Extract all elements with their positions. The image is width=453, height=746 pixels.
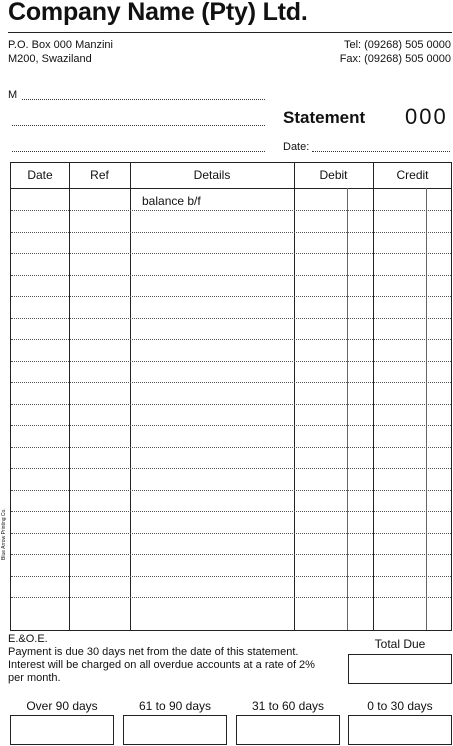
recipient-line-3 bbox=[12, 151, 265, 152]
table-row-rule bbox=[11, 533, 451, 534]
table-row-rule bbox=[11, 382, 451, 383]
table-row-rule bbox=[11, 511, 451, 512]
table-row-rule bbox=[11, 339, 451, 340]
total-due-box[interactable] bbox=[348, 654, 452, 684]
statement-number: 000 bbox=[405, 104, 448, 129]
col-header-ref: Ref bbox=[90, 168, 109, 182]
total-due-label: Total Due bbox=[374, 637, 426, 651]
aging-label-0-30: 0 to 30 days bbox=[367, 699, 433, 713]
terms-line-1: Payment is due 30 days net from the date of this statement. bbox=[8, 646, 299, 658]
terms-line-2: Interest will be charged on all overdue accounts at a rate of 2% bbox=[8, 659, 315, 671]
table-row-rule bbox=[11, 404, 451, 405]
table-row-rule bbox=[11, 597, 451, 598]
eoe-label: E.&O.E. bbox=[8, 633, 48, 645]
address-line-1: P.O. Box 000 Manzini bbox=[8, 39, 113, 51]
table-row-rule bbox=[11, 296, 451, 297]
col-divider bbox=[69, 163, 70, 630]
col-header-details: Details bbox=[193, 168, 231, 182]
debit-cents-divider bbox=[347, 188, 348, 630]
credit-cents-divider bbox=[426, 188, 427, 630]
company-contact bbox=[340, 38, 451, 66]
col-divider bbox=[294, 163, 295, 630]
company-address bbox=[8, 38, 113, 66]
aging-box-over-90[interactable] bbox=[10, 715, 114, 745]
table-row-rule bbox=[11, 361, 451, 362]
table-row-rule bbox=[11, 468, 451, 469]
statement-table bbox=[10, 162, 452, 631]
table-row-rule bbox=[11, 253, 451, 254]
header-divider bbox=[11, 188, 451, 189]
date-line bbox=[312, 151, 450, 152]
col-divider bbox=[373, 163, 374, 630]
header-rule bbox=[8, 32, 452, 33]
table-row-rule bbox=[11, 447, 451, 448]
table-row-rule bbox=[11, 232, 451, 233]
statement-title: Statement bbox=[283, 108, 366, 127]
table-row-rule bbox=[11, 318, 451, 319]
table-row-rule bbox=[11, 275, 451, 276]
aging-box-0-30[interactable] bbox=[348, 715, 452, 745]
col-header-date: Date bbox=[27, 168, 53, 182]
company-name: Company Name (Pty) Ltd. bbox=[8, 0, 308, 26]
aging-box-61-90[interactable] bbox=[123, 715, 227, 745]
printer-credit: Blue Arrow Printing Co. bbox=[1, 508, 7, 560]
terms-line-3: per month. bbox=[8, 672, 61, 684]
aging-box-31-60[interactable] bbox=[236, 715, 340, 745]
recipient-line-1 bbox=[22, 99, 265, 100]
recipient-line-2 bbox=[12, 125, 265, 126]
table-row-rule bbox=[11, 554, 451, 555]
table-row-rule bbox=[11, 576, 451, 577]
aging-label-over-90: Over 90 days bbox=[26, 699, 98, 713]
recipient-label: M bbox=[8, 89, 18, 101]
col-header-debit: Debit bbox=[319, 168, 348, 182]
col-divider bbox=[130, 163, 131, 630]
table-row-rule bbox=[11, 425, 451, 426]
fax-number: Fax: (09268) 505 0000 bbox=[339, 53, 451, 65]
tel-number: Tel: (09268) 505 0000 bbox=[343, 39, 451, 51]
footer-terms bbox=[8, 633, 315, 685]
balance-brought-forward: balance b/f bbox=[142, 194, 201, 208]
address-line-2: M200, Swaziland bbox=[8, 53, 92, 65]
table-row-rule bbox=[11, 210, 451, 211]
col-header-credit: Credit bbox=[396, 168, 429, 182]
date-label: Date: bbox=[283, 141, 310, 153]
table-row-rule bbox=[11, 490, 451, 491]
aging-label-31-60: 31 to 60 days bbox=[251, 699, 325, 713]
aging-label-61-90: 61 to 90 days bbox=[138, 699, 212, 713]
